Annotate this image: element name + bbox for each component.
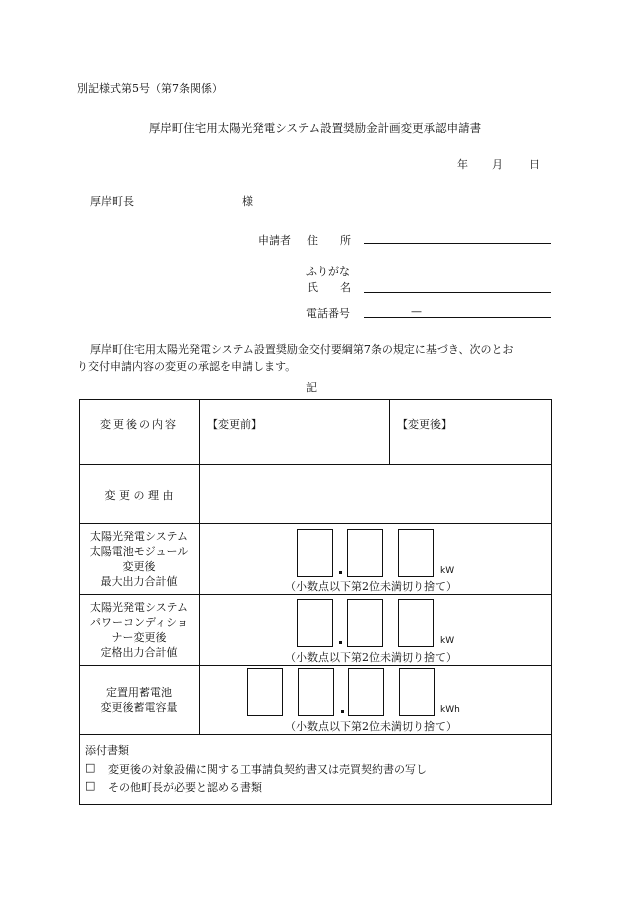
pcs-label-line: ナー変更後 [111,631,167,644]
row-divider [79,594,552,595]
module-digit-box[interactable] [297,529,333,577]
date-day: 日 [529,158,540,171]
attachments-title: 添付書類 [85,744,129,757]
pcs-digit-box[interactable] [398,599,434,647]
applicant-label: 申請者 [258,234,291,247]
addressee-honorific: 様 [242,195,253,208]
battery-digit-box[interactable] [298,668,334,716]
reason-field[interactable] [201,466,551,522]
date-month: 月 [492,158,503,171]
battery-note: （小数点以下第2位未満切り捨て） [285,720,457,733]
module-label [79,529,199,589]
pcs-note: （小数点以下第2位未満切り捨て） [285,651,457,664]
ki-mark: 記 [306,381,317,394]
battery-label [79,685,199,715]
row-divider [79,464,552,465]
pcs-label-line: 太陽光発電システム [90,601,188,614]
module-label-line: 太陽光発電システム [90,530,188,543]
decimal-point [341,710,344,713]
row-divider [79,665,552,666]
pcs-digit-box[interactable] [297,599,333,647]
module-label-line: 太陽電池モジュール [89,545,189,558]
battery-label-line: 定置用蓄電池 [106,686,172,699]
form-number: 別記様式第5号（第7条関係） [77,82,223,95]
module-label-line: 最大出力合計値 [100,575,178,588]
page-title: 厚岸町住宅用太陽光発電システム設置奨励金計画変更承認申請書 [148,121,482,135]
module-unit: kW [440,566,455,576]
pcs-label-line: パワーコンディショ [90,616,188,629]
name-field[interactable] [364,292,551,293]
battery-label-line: 変更後蓄電容量 [100,701,178,714]
address-label: 住 所 [307,234,351,247]
body-text-line2: り交付申請内容の変更の承認を申請します。 [77,360,297,373]
attachment-item: 変更後の対象設備に関する工事請負契約書又は売買契約書の写し [108,763,427,776]
battery-digit-box[interactable] [348,668,384,716]
furigana-label: ふりがな [306,265,350,278]
address-field[interactable] [364,243,551,244]
battery-digit-box[interactable] [247,668,283,716]
module-digit-box[interactable] [347,529,383,577]
after-value-field[interactable] [391,440,551,462]
name-label: 氏 名 [307,281,351,294]
column-divider [199,399,200,734]
before-label: 【変更前】 [207,418,262,431]
date-year: 年 [457,158,468,171]
change-content-label: 変更後の内容 [100,418,178,431]
row-divider [79,734,552,735]
phone-dash: — [411,305,422,318]
reason-label: 変 更 の 理 由 [104,489,174,502]
attachment-item: その他町長が必要と認める書類 [108,781,262,794]
body-text-line1: 厚岸町住宅用太陽光発電システム設置奨励金交付要綱第7条の規定に基づき、次のとお [90,343,514,356]
attachment-checkbox[interactable]: □ [85,779,96,792]
phone-field[interactable] [364,317,551,318]
decimal-point [339,571,342,574]
pcs-label [79,600,199,660]
addressee-name: 厚岸町長 [90,195,134,208]
attachment-checkbox[interactable]: □ [85,761,96,774]
battery-digit-box[interactable] [399,668,435,716]
before-value-field[interactable] [201,440,387,462]
decimal-point [339,641,342,644]
after-label: 【変更後】 [397,418,452,431]
pcs-unit: kW [440,636,455,646]
module-label-line: 変更後 [122,560,156,573]
phone-label: 電話番号 [306,307,350,320]
pcs-digit-box[interactable] [347,599,383,647]
pcs-label-line: 定格出力合計値 [100,646,178,659]
module-digit-box[interactable] [398,529,434,577]
module-note: （小数点以下第2位未満切り捨て） [285,580,457,593]
row-divider [79,523,552,524]
battery-unit: kWh [440,705,460,715]
before-after-divider [389,399,390,464]
